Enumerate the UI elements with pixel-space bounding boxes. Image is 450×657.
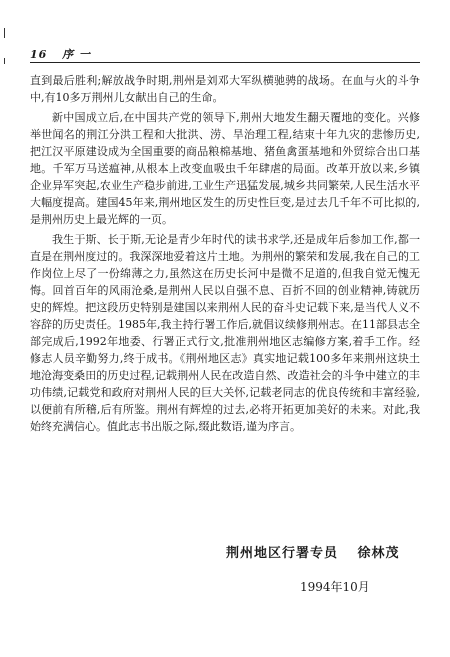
signature-date: 1994年10月 (300, 580, 370, 594)
paragraph: 直到最后胜利;解放战争时期,荆州是刘邓大军纵横驰骋的战场。在血与火的斗争中,有10多万荆州儿女献出自己的生命。 (30, 74, 420, 104)
header-rule (30, 62, 420, 63)
binding-mark (4, 58, 5, 64)
paragraph: 新中国成立后,在中国共产党的领导下,荆州大地发生翻天覆地的变化。兴修举世闻名的荆江分洪工程和大批洪、涝、旱治理工程,结束十年九灾的悲惨历史,把江汉平原建设成为全国重要的商品粮棉基地、猪鱼禽蛋基地和外贸综合出口基地。千军万马送瘟神,从根本上改变血吸虫千年肆虐的局面。改革开放以来,乡镇企业异军突起,农业生产稳步前进,工业生产迅猛发展,城乡共同繁荣,人民生活水平大幅度提高。建国45年来,荆州地区发生的历史性巨变,是过去几千年不可比拟的,是荆州历史上最光辉的一页。 (30, 111, 420, 226)
preface-body (30, 72, 420, 438)
signature-block (226, 542, 400, 561)
paragraph: 我生于斯、长于斯,无论是青少年时代的读书求学,还是成年后参加工作,都一直是在荆州度过的。我深深地爱着这片土地。为荆州的繁荣和发展,我在自己的工作岗位上尽了一份绵薄之力,虽然这在历史长河中是微不足道的,但我自觉无愧无悔。回首百年的风雨沧桑,是荆州人民以自强不息、百折不回的创业精神,铸就历史的辉煌。把这段历史特别是建国以来荆州人民的奋斗史记载下来,是当代人义不容辞的历史责任。1985年,我主持行署工作后,就倡议续修荆州志。在11部县志全部完成后,1992年地委、行署正式行文,批准荆州地区志编修方案,着手工作。经修志人员辛勤努力,终于成书。《荆州地区志》真实地记载100多年来荆州这块土地沧海变桑田的历史过程,记载荆州人民在改造自然、改造社会的斗争中建立的丰功伟绩,记载党和政府对荆州人民的巨大关怀,记载老同志的优良传统和丰富经验,以便前有所稽,后有所鉴。荆州有辉煌的过去,必将开拓更加美好的未来。对此,我始终充满信心。值此志书出版之际,缀此数语,谨为序言。 (30, 233, 420, 433)
signer-name: 徐林茂 (357, 546, 400, 561)
signer-title: 荆州地区行署专员 (226, 546, 339, 561)
section-title: 序 一 (62, 48, 91, 61)
binding-mark (4, 28, 5, 38)
page-number: 16 (30, 48, 48, 61)
running-header (30, 46, 91, 62)
